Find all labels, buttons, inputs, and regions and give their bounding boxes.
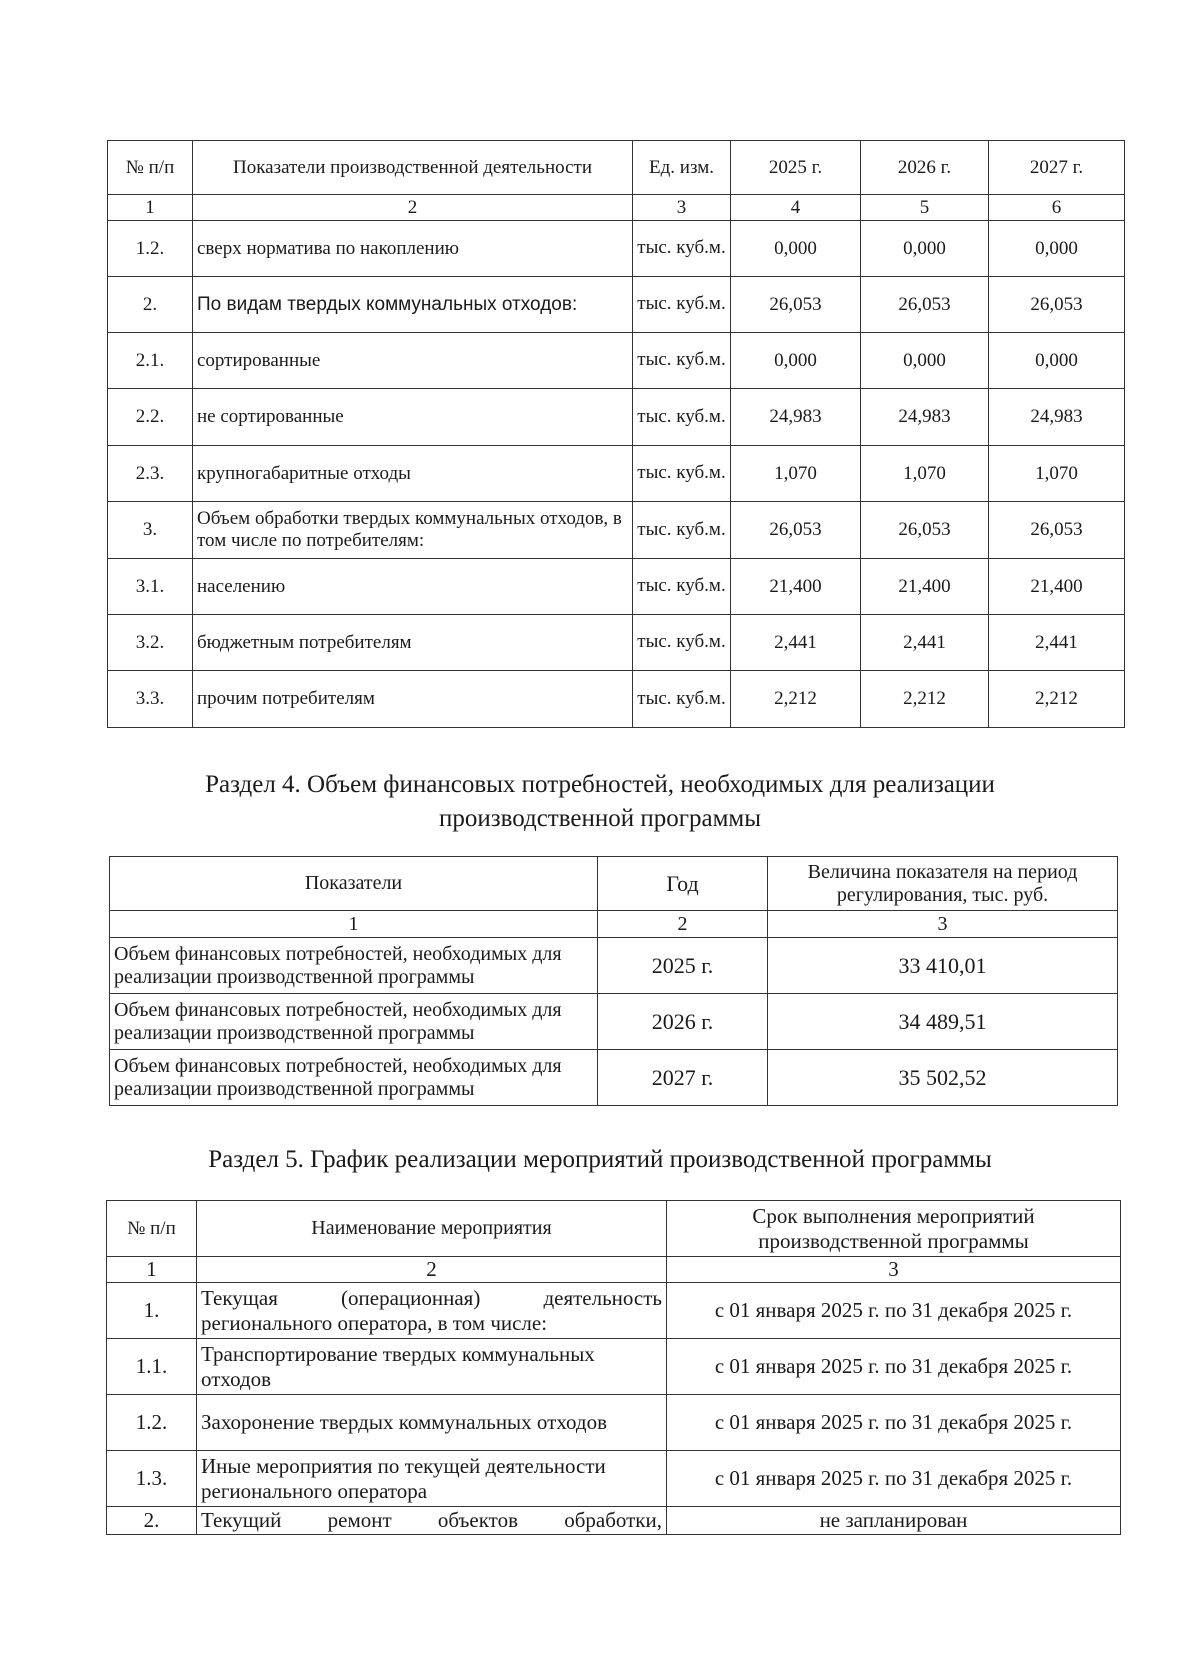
row-unit: тыс. куб.м. xyxy=(633,615,731,671)
row-name: населению xyxy=(193,559,633,615)
row-value-2025: 2,212 xyxy=(731,671,861,728)
col-header-activity: Наименование мероприятия xyxy=(197,1201,667,1257)
row-num: 1.1. xyxy=(107,1339,197,1395)
table-row xyxy=(107,1451,1121,1507)
production-indicators-table xyxy=(107,140,1125,728)
col-number: 4 xyxy=(731,195,861,221)
section4-heading xyxy=(0,768,1200,836)
row-value-2025: 1,070 xyxy=(731,446,861,502)
row-value-2027: 26,053 xyxy=(989,277,1125,333)
table-row xyxy=(107,1395,1121,1451)
row-name: сортированные xyxy=(193,333,633,389)
row-value-2027: 26,053 xyxy=(989,502,1125,559)
row-value: 33 410,01 xyxy=(768,938,1118,994)
row-value-2026: 1,070 xyxy=(861,446,989,502)
row-value-2026: 26,053 xyxy=(861,277,989,333)
col-number: 5 xyxy=(861,195,989,221)
col-header-2027: 2027 г. xyxy=(989,141,1125,195)
col-header-2025: 2025 г. xyxy=(731,141,861,195)
table-row xyxy=(108,389,1125,446)
row-value-2025: 26,053 xyxy=(731,502,861,559)
row-name: Объем финансовых потребностей, необходимых для реализации производственной программы xyxy=(110,1050,598,1106)
col-header-year: Год xyxy=(598,857,768,911)
row-unit: тыс. куб.м. xyxy=(633,333,731,389)
row-name: По видам твердых коммунальных отходов: xyxy=(193,277,633,333)
row-value-2025: 24,983 xyxy=(731,389,861,446)
row-num: 2.2. xyxy=(108,389,193,446)
table-row xyxy=(108,221,1125,277)
col-number: 6 xyxy=(989,195,1125,221)
row-term: с 01 января 2025 г. по 31 декабря 2025 г. xyxy=(667,1451,1121,1507)
row-unit: тыс. куб.м. xyxy=(633,446,731,502)
col-header-value: Величина показателя на период регулирования, тыс. руб. xyxy=(768,857,1118,911)
row-num: 3.2. xyxy=(108,615,193,671)
table-row xyxy=(108,559,1125,615)
row-value-2027: 21,400 xyxy=(989,559,1125,615)
row-name: крупногабаритные отходы xyxy=(193,446,633,502)
row-name: Захоронение твердых коммунальных отходов xyxy=(197,1395,667,1451)
row-term: с 01 января 2025 г. по 31 декабря 2025 г. xyxy=(667,1339,1121,1395)
col-number: 2 xyxy=(193,195,633,221)
column-number-row xyxy=(107,1257,1121,1283)
row-num: 1.2. xyxy=(108,221,193,277)
row-term: не запланирован xyxy=(667,1507,1121,1535)
row-name: прочим потребителям xyxy=(193,671,633,728)
table-row xyxy=(107,1283,1121,1339)
row-num: 2. xyxy=(108,277,193,333)
row-value-2027: 24,983 xyxy=(989,389,1125,446)
row-value: 34 489,51 xyxy=(768,994,1118,1050)
column-number-row xyxy=(108,195,1125,221)
section4-title-line1: Раздел 4. Объем финансовых потребностей, необходимых для реализации xyxy=(205,771,995,798)
row-name: Объем финансовых потребностей, необходимых для реализации производственной программы xyxy=(110,938,598,994)
row-term: с 01 января 2025 г. по 31 декабря 2025 г. xyxy=(667,1395,1121,1451)
col-number: 3 xyxy=(633,195,731,221)
col-header-indicators: Показатели xyxy=(110,857,598,911)
table-row xyxy=(107,1339,1121,1395)
row-value-2026: 0,000 xyxy=(861,221,989,277)
row-value-2027: 2,441 xyxy=(989,615,1125,671)
table-row xyxy=(108,277,1125,333)
section5-heading: Раздел 5. График реализации мероприятий производственной программы xyxy=(208,1146,992,1173)
schedule-table xyxy=(106,1200,1121,1535)
col-header-unit: Ед. изм. xyxy=(633,141,731,195)
table-header-row xyxy=(110,857,1118,911)
table-row xyxy=(108,671,1125,728)
row-value-2026: 2,441 xyxy=(861,615,989,671)
row-value-2026: 21,400 xyxy=(861,559,989,615)
row-value-2027: 2,212 xyxy=(989,671,1125,728)
row-num: 1.3. xyxy=(107,1451,197,1507)
row-unit: тыс. куб.м. xyxy=(633,671,731,728)
table-row xyxy=(108,615,1125,671)
row-name: Объем финансовых потребностей, необходимых для реализации производственной программы xyxy=(110,994,598,1050)
row-num: 3. xyxy=(108,502,193,559)
row-value-2026: 26,053 xyxy=(861,502,989,559)
row-year: 2027 г. xyxy=(598,1050,768,1106)
row-value-2025: 21,400 xyxy=(731,559,861,615)
col-number: 3 xyxy=(768,911,1118,938)
col-number: 1 xyxy=(108,195,193,221)
row-num: 1.2. xyxy=(107,1395,197,1451)
row-year: 2026 г. xyxy=(598,994,768,1050)
table-row xyxy=(110,1050,1118,1106)
table-header-row xyxy=(108,141,1125,195)
col-number: 1 xyxy=(110,911,598,938)
row-name: Иные мероприятия по текущей деятельности регионального оператора xyxy=(197,1451,667,1507)
row-name: Объем обработки твердых коммунальных отходов, в том числе по потребителям: xyxy=(193,502,633,559)
row-name: Текущая (операционная) деятельность регионального оператора, в том числе: xyxy=(197,1283,667,1339)
row-value-2025: 0,000 xyxy=(731,221,861,277)
col-number: 2 xyxy=(598,911,768,938)
row-unit: тыс. куб.м. xyxy=(633,277,731,333)
table-row xyxy=(108,502,1125,559)
financial-needs-table xyxy=(109,856,1118,1106)
row-value: 35 502,52 xyxy=(768,1050,1118,1106)
row-value-2027: 0,000 xyxy=(989,333,1125,389)
column-number-row xyxy=(110,911,1118,938)
row-value-2027: 0,000 xyxy=(989,221,1125,277)
row-name: не сортированные xyxy=(193,389,633,446)
row-num: 3.1. xyxy=(108,559,193,615)
col-number: 3 xyxy=(667,1257,1121,1283)
col-number: 2 xyxy=(197,1257,667,1283)
row-unit: тыс. куб.м. xyxy=(633,559,731,615)
table-row xyxy=(110,994,1118,1050)
row-term: с 01 января 2025 г. по 31 декабря 2025 г. xyxy=(667,1283,1121,1339)
row-value-2025: 26,053 xyxy=(731,277,861,333)
row-unit: тыс. куб.м. xyxy=(633,502,731,559)
row-name: Текущий ремонт объектов обработки, xyxy=(197,1507,667,1535)
row-num: 1. xyxy=(107,1283,197,1339)
section4-title-line2: производственной программы xyxy=(438,804,762,832)
row-value-2026: 0,000 xyxy=(861,333,989,389)
col-number: 1 xyxy=(107,1257,197,1283)
row-name: бюджетным потребителям xyxy=(193,615,633,671)
row-value-2027: 1,070 xyxy=(989,446,1125,502)
table-row xyxy=(108,446,1125,502)
row-name: сверх норматива по накоплению xyxy=(193,221,633,277)
table-header-row xyxy=(107,1201,1121,1257)
row-value-2025: 2,441 xyxy=(731,615,861,671)
col-header-num: № п/п xyxy=(108,141,193,195)
col-header-indicator: Показатели производственной деятельности xyxy=(193,141,633,195)
row-value-2026: 2,212 xyxy=(861,671,989,728)
row-value-2025: 0,000 xyxy=(731,333,861,389)
table-row xyxy=(107,1507,1121,1535)
table-row xyxy=(108,333,1125,389)
row-unit: тыс. куб.м. xyxy=(633,389,731,446)
row-value-2026: 24,983 xyxy=(861,389,989,446)
row-num: 2. xyxy=(107,1507,197,1535)
table-row xyxy=(110,938,1118,994)
row-name: Транспортирование твердых коммунальных отходов xyxy=(197,1339,667,1395)
row-num: 2.3. xyxy=(108,446,193,502)
row-num: 3.3. xyxy=(108,671,193,728)
col-header-num: № п/п xyxy=(107,1201,197,1257)
col-header-term: Срок выполнения мероприятий производственной программы xyxy=(667,1201,1121,1257)
col-header-2026: 2026 г. xyxy=(861,141,989,195)
row-year: 2025 г. xyxy=(598,938,768,994)
row-num: 2.1. xyxy=(108,333,193,389)
row-unit: тыс. куб.м. xyxy=(633,221,731,277)
